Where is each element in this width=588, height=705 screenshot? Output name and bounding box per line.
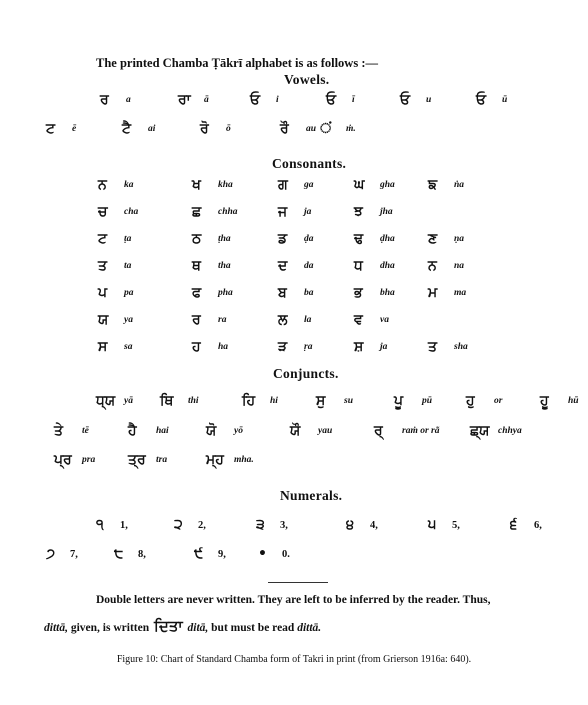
consonants-label: da (304, 261, 314, 271)
consonants-label: va (380, 315, 389, 325)
numerals-label: 0. (282, 549, 290, 560)
consonants-label: ba (304, 288, 314, 298)
conjuncts-label: pra (82, 455, 96, 465)
consonants-glyph: ਬ (278, 285, 287, 301)
figure-caption: Figure 10: Chart of Standard Chamba form of Takri in print (from Grierson 1916a: 640). (116, 654, 472, 665)
vowels-label: ī (352, 95, 355, 105)
vowels-label: ū (502, 95, 508, 105)
consonants-glyph: ਘ (354, 177, 365, 193)
numerals-glyph: ੭ (46, 546, 56, 562)
separator-rule (268, 582, 328, 583)
consonants-label: ta (124, 261, 132, 271)
vowels-glyph: ਓ (250, 92, 261, 108)
conjuncts-glyph: ਹਿ (242, 393, 256, 409)
note-line-1: Double letters are never written. They are left to be inferred by the reader. Thus, (96, 594, 491, 606)
consonants-glyph: ਣ (428, 231, 438, 247)
numerals-label: 4, (370, 520, 378, 531)
note-word-ditta: dittā, (44, 622, 68, 634)
consonants-label: ḍa (304, 234, 314, 244)
note-text-read: but must be read (208, 622, 298, 634)
conjuncts-glyph: ਹੈ (128, 423, 137, 439)
conjuncts-glyph: ਹੂ (540, 393, 549, 409)
vowels-heading: Vowels. (284, 72, 330, 87)
consonants-glyph: ਝ (354, 204, 363, 220)
vowels-label: ā (204, 95, 209, 105)
note-line-2 (44, 617, 321, 635)
consonants-glyph: ਛ (192, 204, 202, 220)
consonants-glyph: ਗ (278, 177, 288, 193)
vowels-glyph: ਰੋ (200, 121, 209, 137)
vowels-glyph: ਂ (320, 121, 332, 137)
consonants-label: sa (124, 342, 133, 352)
conjuncts-label: yā (124, 396, 133, 406)
consonants-label: la (304, 315, 312, 325)
numerals-label: 5, (452, 520, 460, 531)
conjuncts-label: hi (270, 396, 278, 406)
vowels-label: i (276, 95, 279, 105)
consonants-glyph: ਡ (278, 231, 288, 247)
conjuncts-glyph: ਮ੍ਹ (206, 452, 224, 468)
note-word-dita: ditā, (184, 622, 209, 634)
consonants-glyph: ਵ (354, 312, 363, 328)
conjuncts-heading: Conjuncts. (273, 366, 339, 381)
consonants-label: bha (380, 288, 395, 298)
consonants-label: ḍha (380, 234, 395, 244)
vowels-glyph: ਰ (100, 92, 109, 108)
conjuncts-glyph: ਧ੍ਯ (96, 393, 116, 409)
conjuncts-label: hai (156, 426, 169, 436)
vowels-glyph: ਰੌ (280, 121, 289, 137)
numerals-label: 6, (534, 520, 542, 531)
consonants-glyph: ਸ (98, 339, 108, 355)
consonants-label: pha (218, 288, 233, 298)
consonants-glyph: ਨ (98, 177, 107, 193)
vowels-label: a (126, 95, 131, 105)
note-word-ditta-read: dittā. (297, 622, 322, 634)
numerals-glyph: ੪ (346, 517, 355, 533)
consonants-glyph: ਚ (98, 204, 108, 220)
consonants-glyph: ੜ (278, 339, 288, 355)
vowels-label: au (306, 124, 317, 134)
conjuncts-label: tē (82, 426, 89, 436)
consonants-glyph: ਪ (98, 285, 108, 301)
consonants-glyph: ਠ (192, 231, 202, 247)
consonants-glyph: ਰ (192, 312, 201, 328)
consonants-glyph: ਨ (428, 258, 437, 274)
consonants-label: cha (124, 207, 139, 217)
conjuncts-label: chhya (498, 426, 522, 436)
consonants-label: ra (218, 315, 227, 325)
consonants-label: ka (124, 180, 134, 190)
conjuncts-label: hū (568, 396, 579, 406)
consonants-label: ṛa (304, 342, 313, 352)
conjuncts-glyph: ਸੁ (316, 393, 326, 409)
consonants-label: kha (218, 180, 233, 190)
consonants-glyph: ਧ (354, 258, 363, 274)
consonants-label: ya (124, 315, 133, 325)
consonants-label: ṭa (124, 234, 132, 244)
conjuncts-label: mha. (234, 455, 254, 465)
consonants-glyph: ਢ (354, 231, 364, 247)
consonants-label: tha (218, 261, 231, 271)
conjuncts-glyph: ਯੌ (290, 423, 301, 439)
vowels-glyph: ਟ (46, 121, 55, 137)
consonants-label: chha (218, 207, 238, 217)
numerals-glyph: ੩ (256, 517, 265, 533)
consonants-label: pa (124, 288, 134, 298)
conjuncts-glyph: ਪ੍ਰ (54, 452, 72, 468)
numerals-glyph: ੨ (174, 517, 183, 533)
vowels-glyph: ਟੈ (122, 121, 131, 137)
vowels-glyph: ਰਾ (178, 92, 191, 108)
consonants-glyph: ਜ (278, 204, 288, 220)
vowels-glyph: ਓ (476, 92, 487, 108)
conjuncts-label: pū (422, 396, 433, 406)
vowels-label: ē (72, 124, 77, 134)
numerals-glyph: ੫ (428, 517, 437, 533)
consonants-label: sha (454, 342, 468, 352)
numerals-label: 8, (138, 549, 146, 560)
conjuncts-glyph: ਰ੍ (374, 423, 383, 439)
vowels-glyph: ਓ (400, 92, 411, 108)
conjuncts-label: or (494, 396, 503, 406)
consonants-glyph: ਥ (192, 258, 201, 274)
consonants-glyph: ਙ (428, 177, 438, 193)
consonants-glyph: ਹ (192, 339, 201, 355)
consonants-glyph: ਤ (98, 258, 107, 274)
consonants-label: dha (380, 261, 395, 271)
conjuncts-glyph: ਯੋ (206, 423, 217, 439)
consonants-glyph: ਲ (278, 312, 288, 328)
consonants-label: ṇa (454, 234, 465, 244)
consonants-label: ja (380, 342, 388, 352)
numerals-label: 9, (218, 549, 226, 560)
consonants-label: ma (454, 288, 467, 298)
note-text-given: given, is written (67, 622, 152, 634)
conjuncts-label: yau (318, 426, 333, 436)
conjuncts-glyph: ਹੁ (466, 393, 475, 409)
conjuncts-label: su (344, 396, 353, 406)
consonants-label: ṅa (454, 180, 465, 190)
vowels-label: ṁ. (346, 124, 356, 134)
conjuncts-glyph: ਥਿ (160, 393, 174, 409)
consonants-glyph: ਤ (428, 339, 437, 355)
numerals-label: 7, (70, 549, 78, 560)
numerals-glyph: • (258, 546, 267, 562)
consonants-glyph: ਯ (98, 312, 109, 328)
consonants-glyph: ਦ (278, 258, 288, 274)
numerals-heading: Numerals. (280, 488, 343, 503)
conjuncts-glyph: ਤੇ (54, 423, 63, 439)
consonants-glyph: ਭ (354, 285, 363, 301)
consonants-glyph: ਸ਼ (354, 339, 364, 355)
numerals-glyph: ੬ (510, 517, 518, 533)
vowels-label: u (426, 95, 432, 105)
numerals-label: 1, (120, 520, 128, 531)
numerals-label: 3, (280, 520, 288, 531)
conjuncts-glyph: ਤ੍ਰ (128, 452, 146, 468)
numerals-glyph: ੧ (96, 517, 104, 533)
conjuncts-label: raṁ or rã (402, 426, 440, 436)
consonants-glyph: ਖ (192, 177, 201, 193)
consonants-label: ja (304, 207, 312, 217)
intro-text: The printed Chamba Ṭākrī alphabet is as follows :— (96, 56, 378, 70)
vowels-glyph: ਓ (326, 92, 337, 108)
takri-ditta-glyph: ਦਿਤਾ (153, 617, 183, 635)
numerals-glyph: ੯ (194, 546, 204, 562)
conjuncts-glyph: ਪੂ (394, 393, 404, 409)
consonants-glyph: ਟ (98, 231, 107, 247)
consonants-label: jha (380, 207, 393, 217)
consonants-label: na (454, 261, 465, 271)
conjuncts-label: thi (188, 396, 199, 406)
consonants-glyph: ਮ (428, 285, 438, 301)
consonants-glyph: ਫ (192, 285, 202, 301)
consonants-label: gha (380, 180, 395, 190)
vowels-label: ō (226, 124, 231, 134)
numerals-glyph: ੮ (114, 546, 124, 562)
consonants-label: ga (304, 180, 314, 190)
conjuncts-label: yō (234, 426, 243, 436)
conjuncts-label: tra (156, 455, 168, 465)
numerals-label: 2, (198, 520, 206, 531)
consonants-heading: Consonants. (272, 156, 347, 171)
consonants-label: ṭha (218, 234, 231, 244)
consonants-label: ha (218, 342, 229, 352)
conjuncts-glyph: ਛ੍ਯ (470, 423, 490, 439)
vowels-label: ai (148, 124, 156, 134)
